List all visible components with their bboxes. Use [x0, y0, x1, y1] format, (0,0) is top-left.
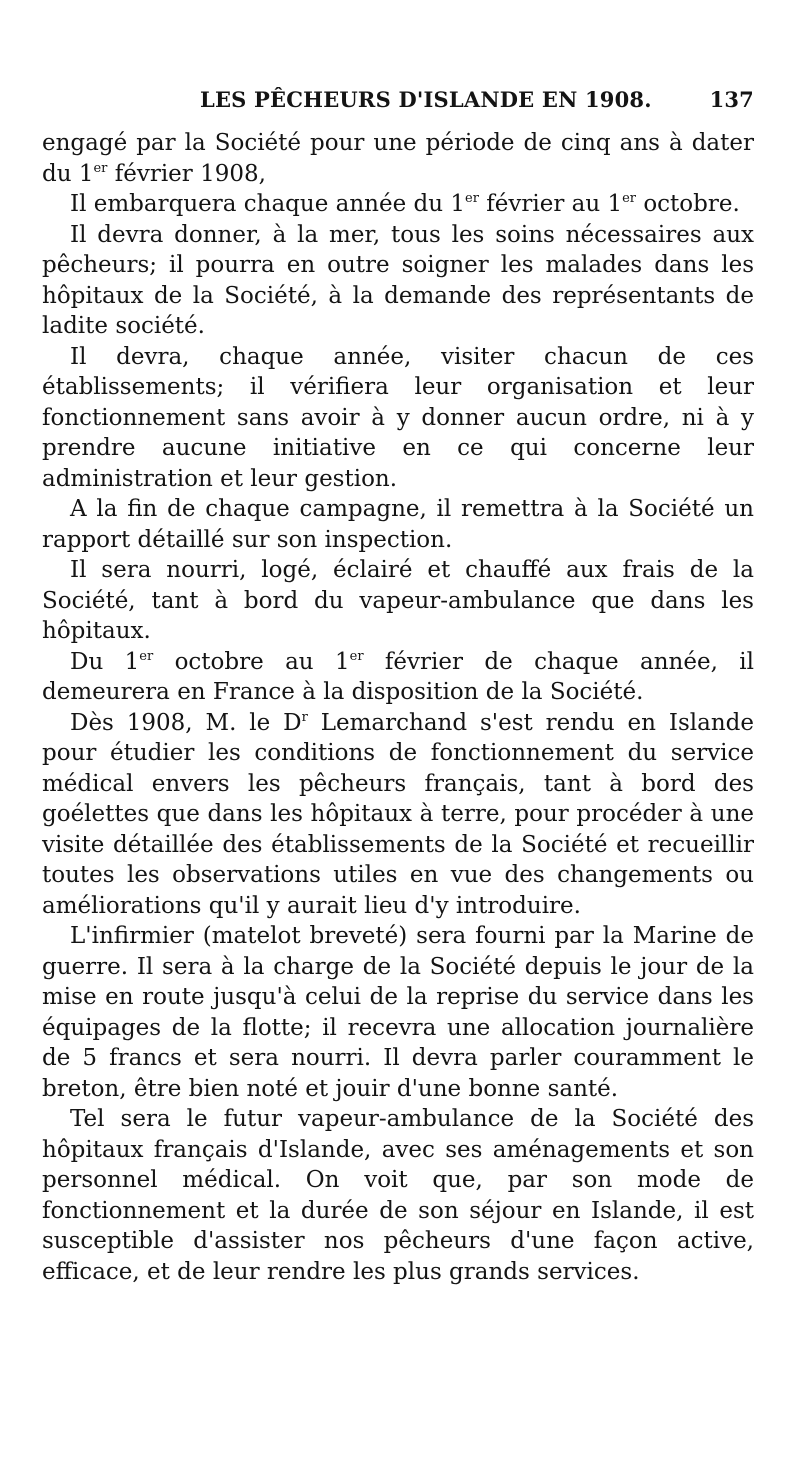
- paragraph: Il devra donner, à la mer, tous les soins nécessaires aux pêcheurs; il pourra en outre soigner les malades dans les hôpitaux de la Société, à la demande des représentants de ladite société.: [42, 221, 754, 339]
- paragraph: Tel sera le futur vapeur-ambulance de la Société des hôpitaux français d'Islande, avec ses aménagements et son personnel médical. On voit que, par son mode de fonctionnement et la durée de son séjour en Islande, il est susceptible d'assister nos pêcheurs d'une façon active, efficace, et de leur rendre les plus grands services.: [42, 1106, 754, 1285]
- paragraph: L'infirmier (matelot breveté) sera fourni par la Marine de guerre. Il sera à la charge de la Société depuis le jour de la mise en route jusqu'à celui de la reprise du service dans les équipages de la flotte; il recevra une allocation journalière de 5 francs et sera nourri. Il devra parler couramment le breton, être bien noté et jouir d'une bonne santé.: [42, 923, 754, 1102]
- page-body: [42, 128, 754, 1287]
- paragraph: engagé par la Société pour une période de cinq ans à dater du 1er février 1908,: [42, 130, 754, 187]
- paragraph: Du 1er octobre au 1er février de chaque année, il demeurera en France à la disposition de la Société.: [42, 648, 754, 705]
- paragraph: Il devra, chaque année, visiter chacun de ces établissements; il vérifiera leur organisation et leur fonctionnement sans avoir à y donner aucun ordre, ni à y prendre aucune initiative en ce qui concerne leur administration et leur gestion.: [42, 343, 754, 492]
- page-number: 137: [709, 87, 754, 112]
- paragraph: Dès 1908, M. le $D^r$ Lemarchand s'est rendu en Islande pour étudier les conditions de fonctionnement du service médical envers les pêcheurs français, tant à bord des goélettes que dans les hôpitaux à terre, pour procéder à une visite détaillée des établissements de la Société et recueillir toutes les observations utiles en vue des changements ou améliorations qu'il y aurait lieu d'y introduire.: [42, 709, 754, 919]
- running-title: LES PÊCHEURS D'ISLANDE EN 1908.: [200, 87, 652, 112]
- paragraph: A la fin de chaque campagne, il remettra à la Société un rapport détaillé sur son inspection.: [42, 496, 754, 553]
- paragraph: Il embarquera chaque année du 1er février au 1er octobre.: [70, 191, 740, 217]
- paragraph: Il sera nourri, logé, éclairé et chauffé aux frais de la Société, tant à bord du vapeur-ambulance que dans les hôpitaux.: [42, 557, 754, 644]
